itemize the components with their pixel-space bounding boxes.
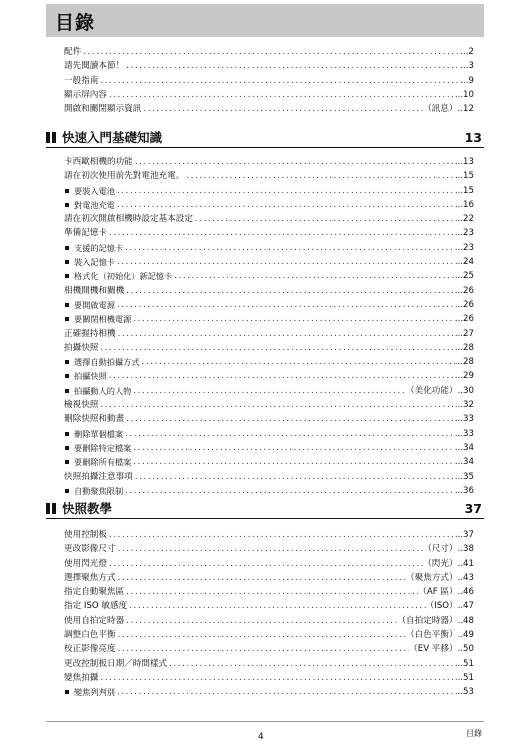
toc-subentry[interactable] [64,198,474,212]
dot-leader [133,470,455,484]
entry-page: ...26 [454,314,474,325]
entry-page: ...23 [454,242,474,253]
toc-entry[interactable] [64,341,474,355]
dot-leader [172,269,455,283]
toc-entry[interactable] [64,102,474,116]
toc-entry[interactable] [64,470,474,484]
entry-label: 請在初次開啟相機時設定基本設定 [64,214,193,225]
entry-page: ...26 [454,299,474,310]
entry-label: 要開啟電源 [64,298,115,312]
dot-leader [98,671,454,685]
entry-tag: （訊息） [423,104,458,115]
entry-tag: （閃光） [423,558,458,569]
entry-page: ...51 [454,672,474,683]
toc-subentry[interactable] [64,298,474,312]
entry-page: ...53 [454,687,474,698]
entry-page: ..49 [457,630,474,641]
entry-page: ...28 [454,342,474,353]
title-bar [46,4,484,37]
entry-page: ...32 [454,400,474,411]
entry-page: ...34 [454,457,474,468]
section-page-number: 37 [464,501,482,516]
dot-leader [131,312,455,326]
entry-label: 裝入記憶卡 [64,255,115,269]
entry-page: ...16 [454,199,474,210]
entry-page: ...36 [454,485,474,496]
entry-tag: （AF 區） [418,587,458,598]
entry-page: ..50 [457,644,474,655]
toc-entry[interactable] [64,74,474,88]
toc-entry[interactable] [64,88,474,102]
toc-subentry[interactable] [64,685,474,699]
entry-page: ..47 [457,601,474,612]
entry-tag: （聚焦方式） [406,572,458,583]
entry-label: 開啟和關閉顯示資訊 [64,104,142,115]
dot-leader [107,369,455,383]
entry-label: 更改控制板日期／時間樣式 [64,658,168,669]
toc-entry[interactable] [64,599,474,613]
toc-subentry[interactable] [64,384,474,398]
toc-entry[interactable] [64,671,474,685]
entry-label: 要刪除所有檔案 [64,455,131,469]
toc-entry[interactable] [64,542,474,556]
footer-label: 目錄 [466,729,482,738]
entry-page: ...37 [454,530,474,540]
toc-entry[interactable] [64,327,474,341]
dot-leader [115,298,455,312]
dot-leader [116,628,406,642]
dot-leader [140,355,455,369]
section-page-number: 13 [464,130,482,145]
dot-leader [107,88,455,102]
entry-label: 相機開機和關機 [64,285,125,296]
dot-leader [116,571,406,585]
entry-page: ...2 [460,47,474,57]
section-heading: 快速入門基礎知識 [62,130,163,145]
section-header [46,501,484,519]
entry-page: ..46 [457,587,474,598]
entry-page: ...28 [454,357,474,368]
entry-tag: （EV 平移） [409,644,458,655]
dot-leader [124,59,460,73]
entry-page: ...9 [460,75,474,86]
dot-leader [107,557,423,571]
entry-page: ...10 [454,89,474,100]
entry-tag: （ISO） [425,601,458,612]
entry-label: 正確握持相機 [64,328,116,339]
entry-label: 校正影像亮度 [64,644,116,655]
dot-leader [124,284,455,298]
dot-leader [115,685,455,699]
toc-entry[interactable] [64,585,474,599]
toc-subentry[interactable] [64,241,474,255]
entry-page: ..12 [457,104,474,115]
toc-entry[interactable] [64,412,474,426]
entry-label: 請在初次使用前先對電池充電。 [64,171,185,182]
toc-entry[interactable] [64,528,474,542]
entry-label: 支援的記憶卡 [64,241,123,255]
dot-leader [127,599,425,613]
dot-leader [123,241,455,255]
toc-entry[interactable] [64,284,474,298]
toc-entry[interactable] [64,59,474,73]
entry-label: 檢視快照 [64,400,99,411]
entry-page: ...27 [454,328,474,339]
toc-subentry[interactable] [64,441,474,455]
toc-entry[interactable] [64,571,474,585]
dot-leader [107,226,455,240]
entry-page: ...3 [460,61,474,72]
toc-subentry[interactable] [64,255,474,269]
entry-label: 刪除快照和動畫 [64,414,125,425]
entry-label: 拍攝快照 [64,342,99,353]
toc-entry[interactable] [64,45,474,59]
dot-leader [133,155,455,169]
toc-subentry[interactable] [64,427,474,441]
dot-leader [116,642,410,656]
dot-leader [115,198,455,212]
dot-leader [123,427,455,441]
dot-leader [98,341,454,355]
toc-subentry[interactable] [64,269,474,283]
dot-leader [115,255,455,269]
entry-label: 使用控制板 [64,530,107,540]
entry-label: 指定自動聚焦區 [64,587,125,598]
dot-leader [81,45,460,59]
toc-subentry[interactable] [64,455,474,469]
entry-label: 使用自拍定時器 [64,615,125,626]
toc-entry[interactable] [64,226,474,240]
dot-leader [193,212,455,226]
entry-label: 要裝入電池 [64,184,115,198]
entry-label: 指定 ISO 敏感度 [64,601,128,612]
entry-label: 配件 [64,47,82,57]
entry-page: ...24 [454,257,474,268]
entry-page: ...29 [454,371,474,382]
entry-label: 準備記憶卡 [64,228,107,239]
section-entries [64,528,474,700]
dot-leader [123,484,455,498]
dot-leader [131,384,406,398]
intro-entries [64,45,474,116]
dot-leader [124,585,418,599]
dot-leader [115,184,455,198]
entry-tag: （美化功能） [406,385,458,396]
footer-divider [46,721,484,722]
entry-page: ...51 [454,658,474,669]
entry-label: 選擇自動拍攝方式 [64,355,140,369]
dot-leader [116,542,424,556]
toc-entry[interactable] [64,614,474,628]
dot-leader [124,412,455,426]
section-heading: 快照教學 [62,501,113,516]
entry-page: ..41 [457,558,474,569]
section-marker-icon [46,503,56,514]
entry-label: 變焦列判別 [64,685,115,699]
entry-label: 使用閃光燈 [64,558,107,569]
dot-leader [131,441,455,455]
section-entries [64,155,474,498]
toc-entry[interactable] [64,557,474,571]
toc-entry[interactable] [64,642,474,656]
section-marker-icon [46,132,56,143]
toc-subentry[interactable] [64,369,474,383]
entry-page: ...15 [454,171,474,182]
entry-page: ..30 [457,385,474,396]
dot-leader [141,102,423,116]
dot-leader [107,528,455,542]
section-header [46,130,484,148]
entry-label: 快照拍攝注意事項 [64,471,133,482]
toc-subentry[interactable] [64,484,474,498]
entry-label: 調整白色平衡 [64,630,116,641]
entry-label: 變焦拍攝 [64,672,99,683]
dot-leader [124,614,397,628]
entry-label: 要關閉相機電源 [64,312,131,326]
entry-page: ...26 [454,285,474,296]
entry-page: ...34 [454,442,474,453]
entry-page: ...15 [454,185,474,196]
toc-subentry[interactable] [64,355,474,369]
entry-label: 一般指南 [64,75,99,86]
entry-tag: （自拍定時器） [397,615,458,626]
entry-tag: （白色平衡） [406,630,458,641]
entry-label: 顯示屏內容 [64,89,107,100]
footer-page-number: 4 [258,732,264,742]
dot-leader [98,74,460,88]
entry-label: 選擇聚焦方式 [64,572,116,583]
dot-leader [116,327,455,341]
dot-leader [167,657,455,671]
entry-label: 更改影像尺寸 [64,544,116,555]
dot-leader [131,455,455,469]
dot-leader [184,169,455,183]
toc-subentry[interactable] [64,312,474,326]
entry-page: ..48 [457,615,474,626]
entry-label: 自動聚焦限制 [64,484,123,498]
entry-page: ...23 [454,228,474,239]
toc-entry[interactable] [64,628,474,642]
entry-label: 刪除單個檔案 [64,427,123,441]
entry-label: 拍攝動人的人物 [64,384,131,398]
entry-label: 拍攝快照 [64,369,107,383]
entry-label: 格式化（初始化）新記憶卡 [64,269,172,283]
toc-entry[interactable] [64,155,474,169]
toc-entry[interactable] [64,398,474,412]
entry-page: ...33 [454,414,474,425]
entry-page: ...22 [454,214,474,225]
entry-page: ...35 [454,471,474,482]
entry-label: 請先閱讀本節！ [64,61,125,72]
entry-page: ..43 [457,572,474,583]
toc-entry[interactable] [64,657,474,671]
entry-label: 卡西歐相機的功能 [64,157,133,167]
toc-subentry[interactable] [64,184,474,198]
entry-page: ...33 [454,428,474,439]
entry-page: ...25 [454,271,474,282]
entry-label: 對電池充電 [64,198,115,212]
dot-leader [98,398,454,412]
toc-entry[interactable] [64,169,474,183]
page-title: 目錄 [55,12,96,34]
toc-entry[interactable] [64,212,474,226]
entry-label: 要刪除特定檔案 [64,441,131,455]
entry-page: ...13 [454,157,474,167]
entry-page: ..38 [457,544,474,555]
entry-tag: （尺寸） [423,544,458,555]
